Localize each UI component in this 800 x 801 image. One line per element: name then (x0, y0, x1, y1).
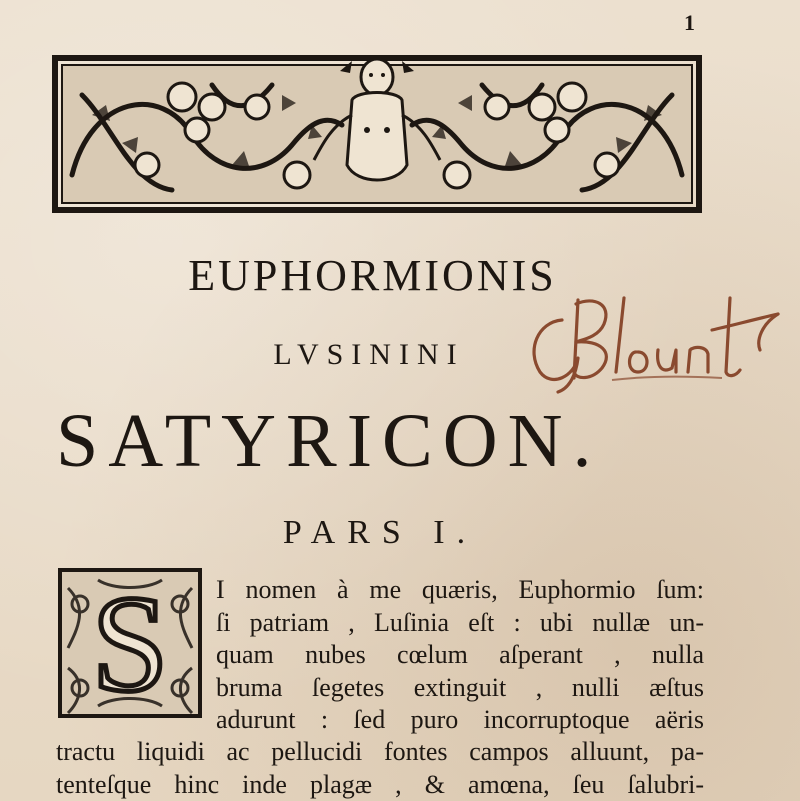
body-line: adurunt : ſed puro incorruptoque aëris (216, 705, 704, 734)
body-line: tractu liquidi ac pellucidi fontes campos alluunt, pa- (56, 737, 704, 766)
title-work: SATYRICON. (56, 399, 602, 483)
body-line: I nomen à me quæris, Euphormio ſum: (216, 575, 704, 604)
body-text-beside-initial (216, 574, 704, 737)
title-author-name: EUPHORMIONIS (188, 251, 557, 300)
part-heading: PARS I. (282, 514, 478, 551)
body-line: bruma ſegetes extinguit , nulli æſtus (216, 672, 704, 702)
page-number: 1 (684, 10, 695, 35)
decorated-initial-s (58, 568, 202, 718)
body-text-full-width (56, 736, 704, 801)
handwritten-signature (516, 280, 798, 400)
title-author-origin: LVSININI (273, 338, 465, 371)
body-line: tenteſque hinc inde plagæ , & amœna, ſeu ſalubri- (56, 769, 704, 799)
body-line: ſi patriam , Luſinia eſt : ubi nullæ un- (216, 607, 704, 637)
woodcut-headpiece-ornament (52, 55, 702, 213)
body-line: quam nubes cœlum aſperant , nulla (216, 640, 704, 669)
svg-text:S: S (91, 568, 169, 718)
